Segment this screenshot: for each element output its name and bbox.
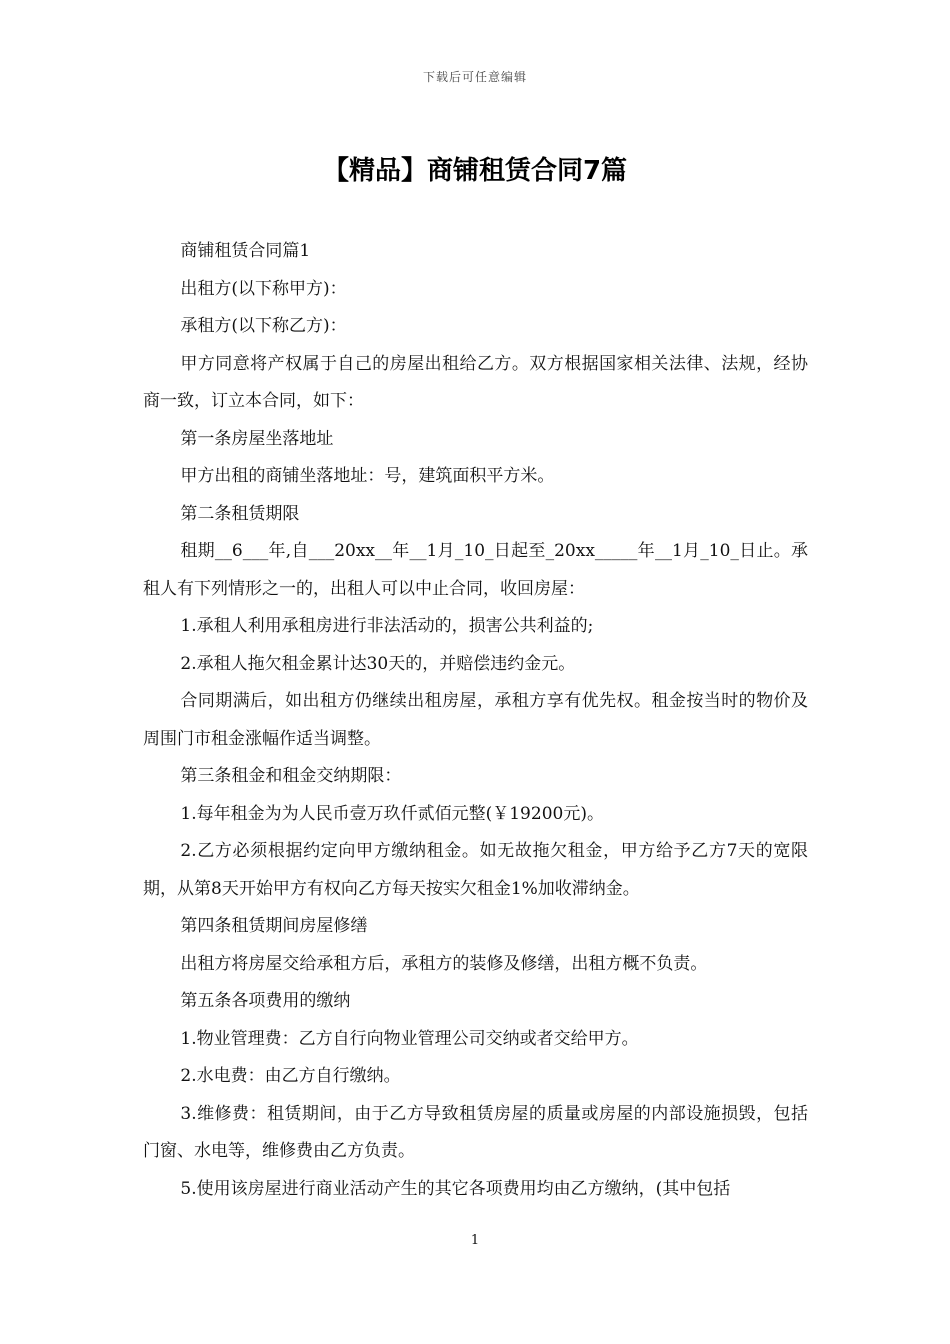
paragraph: 第一条房屋坐落地址 — [180, 428, 334, 449]
paragraph: 1.承租人利用承租房进行非法活动的，损害公共利益的; — [180, 616, 594, 636]
paragraph: 2.乙方必须根据约定向甲方缴纳租金。如无故拖欠租金，甲方给予乙方7天的宽限期，从第8天开始甲方有权向乙方每天按实欠租金1%加收滞纳金。 — [143, 841, 808, 899]
paragraph: 3.维修费：租赁期间，由于乙方导致租赁房屋的质量或房屋的内部设施损毁，包括门窗、水电等，维修费由乙方负责。 — [143, 1103, 808, 1161]
paragraph: 租期__6___年,自___20xx__年__1月_10_日起至_20xx_____年__1月_10_日止。承租人有下列情形之一的，出租人可以中止合同，收回房屋： — [143, 541, 808, 599]
paragraph: 出租方(以下称甲方)： — [180, 278, 347, 299]
paragraph: 第三条租金和租金交纳期限： — [180, 766, 402, 786]
paragraph: 1.物业管理费：乙方自行向物业管理公司交纳或者交给甲方。 — [180, 1028, 639, 1049]
paragraph: 第二条租赁期限 — [180, 503, 300, 524]
paragraph: 承租方(以下称乙方)： — [180, 316, 347, 336]
paragraph: 合同期满后，如出租方仍继续出租房屋，承租方享有优先权。租金按当时的物价及周围门市租金涨幅作适当调整。 — [143, 691, 808, 749]
paragraph: 5.使用该房屋进行商业活动产生的其它各项费用均由乙方缴纳，(其中包括 — [180, 1178, 731, 1199]
document-body — [143, 233, 808, 1208]
page-number: 1 — [470, 1233, 480, 1248]
paragraph: 第五条各项费用的缴纳 — [180, 991, 351, 1011]
paragraph: 出租方将房屋交给承租方后，承租方的装修及修缮，出租方概不负责。 — [180, 953, 708, 974]
paragraph: 2.承租人拖欠租金累计达30天的，并赔偿违约金元。 — [180, 653, 576, 674]
page-header-note: 下载后可任意编辑 — [422, 70, 527, 84]
paragraph: 商铺租赁合同篇1 — [180, 241, 311, 261]
paragraph: 1.每年租金为为人民币壹万玖仟贰佰元整(￥19200元)。 — [180, 803, 604, 824]
paragraph: 甲方同意将产权属于自己的房屋出租给乙方。双方根据国家相关法律、法规，经协商一致，订立本合同，如下： — [143, 353, 808, 411]
document-title: 【精品】商铺租赁合同7篇 — [322, 156, 628, 186]
paragraph: 甲方出租的商铺坐落地址：号，建筑面积平方米。 — [180, 466, 555, 486]
paragraph: 2.水电费：由乙方自行缴纳。 — [180, 1066, 401, 1086]
paragraph: 第四条租赁期间房屋修缮 — [180, 916, 368, 936]
